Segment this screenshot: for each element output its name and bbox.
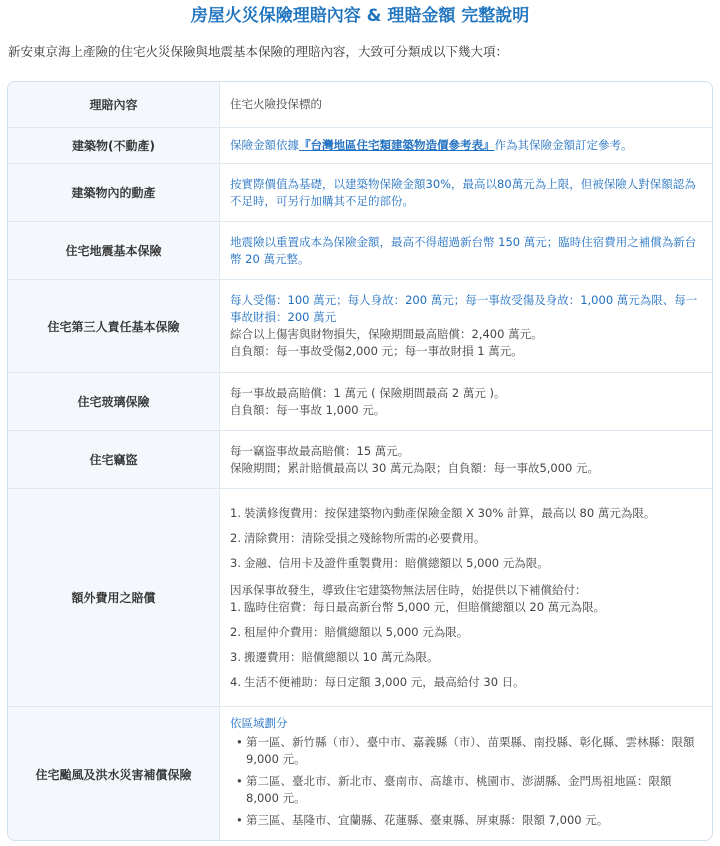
row-label-typhoon: 住宅颱風及洪水災害補償保險 (8, 707, 220, 841)
row-content-glass: 每一事故最高賠償：1 萬元 ( 保險期間最高 2 萬元 )。 自負額：每一事故 1,000 元。 (220, 373, 712, 430)
row-content-theft: 每一竊盜事故最高賠償：15 萬元。 保險期間；累計賠償最高以 30 萬元為限；自負額：每一事故5,000 元。 (220, 431, 712, 488)
list-item: • 第一區、新竹縣（市）、臺中市、嘉義縣（市）、苗栗縣、南投縣、彰化縣、雲林縣：限額 9,000 元。 (230, 734, 702, 768)
extra-list-2 (230, 599, 702, 691)
list-item: • 第三區、基隆市、宜蘭縣、花蓮縣、臺東縣、屏東縣：限額 7,000 元。 (230, 812, 702, 829)
coverage-table (7, 81, 713, 841)
table-row-building (8, 127, 712, 163)
list-item: 1. 裝潢修復費用：按保建築物內動產保險金額 X 30% 計算，最高以 80 萬元為限。 (230, 505, 656, 520)
table-row-glass (8, 372, 712, 430)
bullet-icon: • (236, 774, 243, 788)
header-value: 住宅火險投保標的 (220, 82, 712, 127)
bullet-icon: • (236, 735, 243, 749)
row-content-liability: 每人受傷：100 萬元；每人身故：200 萬元；每一事故受傷及身故：1,000 萬元為限、每一事故財損：200 萬元 綜合以上傷害與財物損失，保險期間最高賠償：2,400 萬元。 自負額：每一事故受傷2,000 元；每一事故財損 1 萬元。 (220, 280, 712, 372)
list-item: 3. 金融、信用卡及證件重製費用：賠償總額以 5,000 元為限。 (230, 555, 549, 570)
extra-list-1 (230, 505, 702, 572)
intro-text: 新安東京海上產險的住宅火災保險與地震基本保險的理賠內容，大致可分類成以下幾大項： (8, 44, 509, 59)
table-row-typhoon (8, 706, 712, 841)
table-header-row (8, 82, 712, 127)
extra-intro-2: 因承保事故發生，導致住宅建築物無法居住時，始提供以下補償給付： (230, 582, 587, 597)
row-label-extra: 額外費用之賠償 (8, 489, 220, 706)
list-item: 3. 搬遷費用：賠償總額以 10 萬元為限。 (230, 649, 439, 664)
bullet-icon: • (236, 813, 243, 827)
header-label: 理賠內容 (8, 82, 220, 127)
page-title: 房屋火災保險理賠內容 & 理賠金額 完整說明 (190, 6, 530, 26)
row-label-glass: 住宅玻璃保險 (8, 373, 220, 430)
table-row-movables (8, 163, 712, 221)
row-content-earthquake: 地震險以重置成本為保險金額，最高不得超過新台幣 150 萬元；臨時住宿費用之補償為新台幣 20 萬元整。 (220, 222, 712, 279)
list-item: • 第二區、臺北市、新北市、臺南市、高雄市、桃園市、澎湖縣、金門馬祖地區：限額 8,000 元。 (230, 773, 702, 807)
row-content-extra (220, 489, 712, 706)
table-row-earthquake (8, 221, 712, 279)
table-row-liability (8, 279, 712, 372)
row-content-movables: 按實際價值為基礎，以建築物保險金額30%，最高以80萬元為上限，但被保險人對保額認為不足時，可另行加購其不足的部份。 (220, 164, 712, 221)
row-label-liability: 住宅第三人責任基本保險 (8, 280, 220, 372)
row-label-earthquake: 住宅地震基本保險 (8, 222, 220, 279)
cost-reference-link[interactable]: 『台灣地區住宅類建築物造價參考表』 (299, 138, 495, 152)
list-item: 1. 臨時住宿費：每日最高新台幣 5,000 元，但賠償總額以 20 萬元為限。 (230, 599, 606, 614)
row-content-building: 保險金額依據『台灣地區住宅類建築物造價參考表』作為其保險金額訂定參考。 (220, 128, 712, 163)
row-label-theft: 住宅竊盜 (8, 431, 220, 488)
table-row-extra (8, 488, 712, 706)
row-label-movables: 建築物內的動產 (8, 164, 220, 221)
list-item: 2. 租屋仲介費用：賠償總額以 5,000 元為限。 (230, 624, 469, 639)
row-label-building: 建築物(不動產) (8, 128, 220, 163)
table-row-theft (8, 430, 712, 488)
list-item: 2. 清除費用：清除受損之殘餘物所需的必要費用。 (230, 530, 486, 545)
region-subtitle: 依區域劃分 (230, 716, 288, 730)
row-content-typhoon (220, 707, 712, 841)
region-list (230, 734, 702, 834)
list-item: 4. 生活不便補助：每日定額 3,000 元，最高給付 30 日。 (230, 674, 525, 689)
